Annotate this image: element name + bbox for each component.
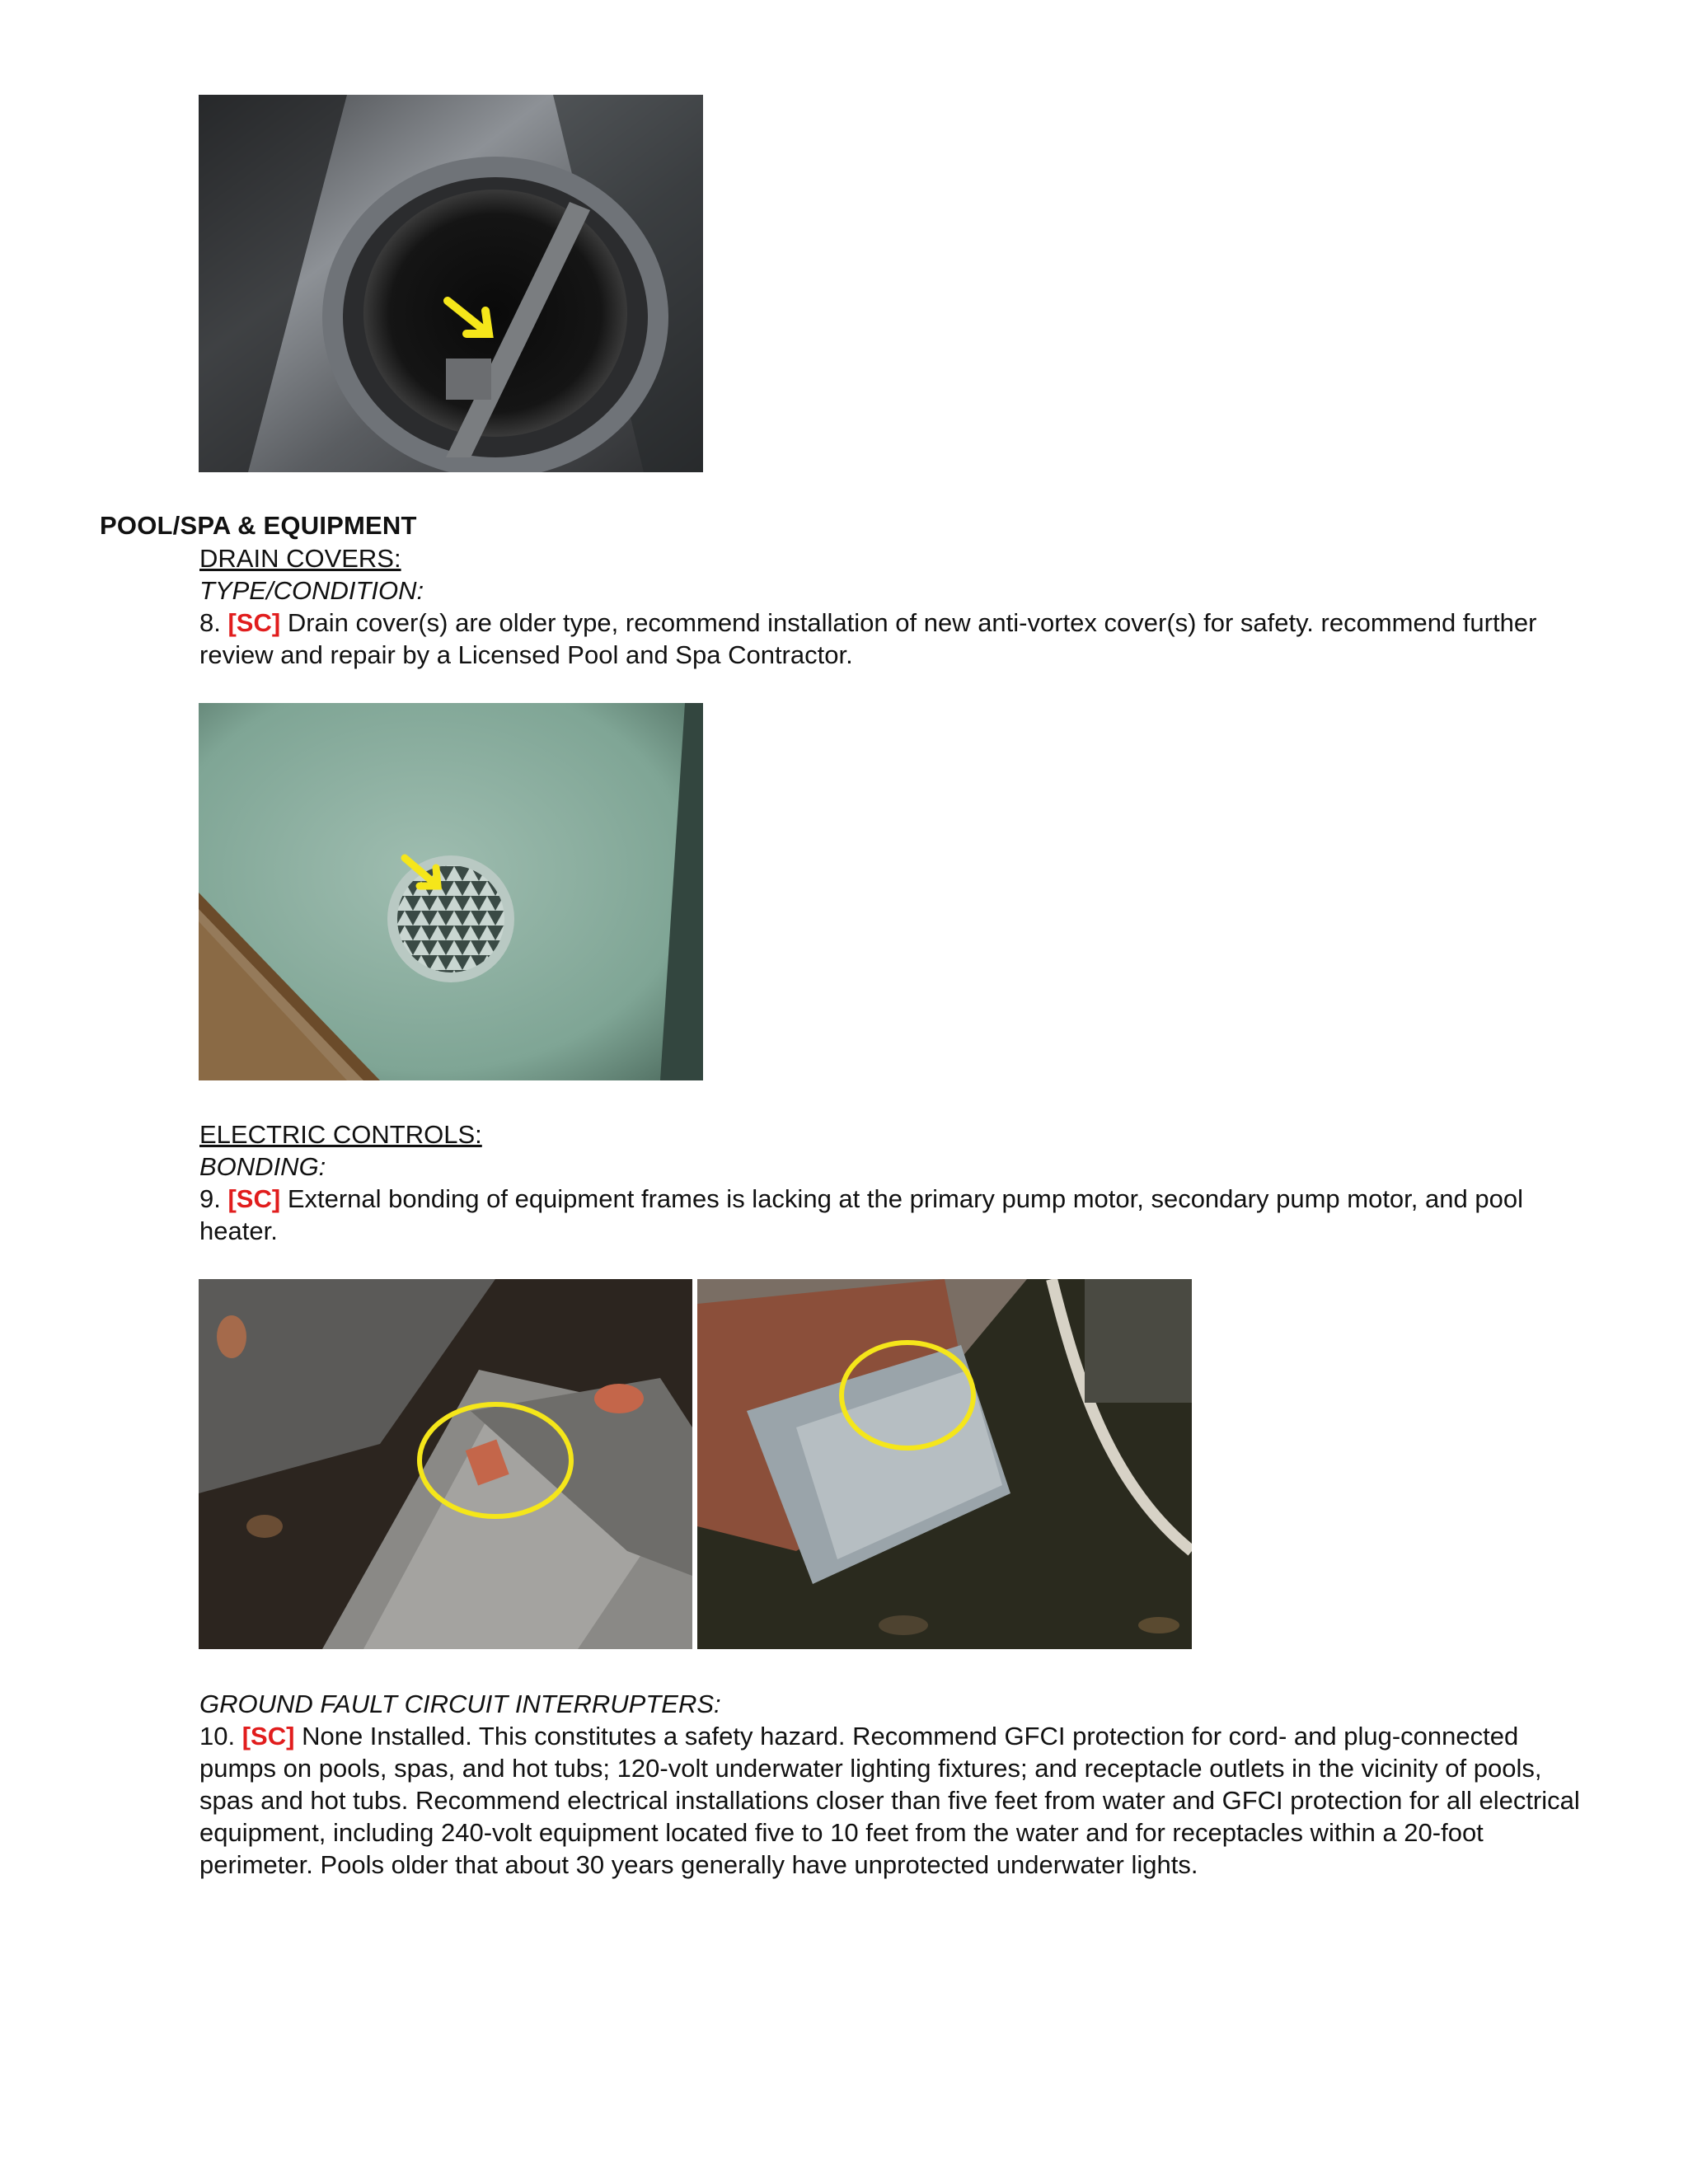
type-condition-subheading: TYPE/CONDITION:: [199, 576, 424, 605]
item-8-number: 8.: [199, 608, 221, 637]
section-title: POOL/SPA & EQUIPMENT: [100, 511, 417, 540]
gfci-block: [199, 1688, 1584, 1881]
drain-cover-photo: [199, 703, 703, 1080]
motor-photo: [697, 1279, 1192, 1649]
pipe-fitting-photo: [199, 95, 703, 472]
electric-controls-block: [199, 1118, 1584, 1247]
item-9: [199, 1183, 1584, 1247]
bonding-subheading: BONDING:: [199, 1152, 326, 1181]
item-8-text: Drain cover(s) are older type, recommend installation of new anti-vortex cover(s) for safety. recommend further review and repair by a Licensed Pool and Spa Contractor.: [199, 608, 1537, 669]
item-9-text: External bonding of equipment frames is lacking at the primary pump motor, secondary pump motor, and pool heater.: [199, 1184, 1523, 1245]
drain-covers-heading: DRAIN COVERS:: [199, 544, 401, 573]
item-9-tag: [SC]: [227, 1184, 281, 1213]
item-10: [199, 1720, 1584, 1881]
gfci-subheading: GROUND FAULT CIRCUIT INTERRUPTERS:: [199, 1690, 721, 1718]
item-9-number: 9.: [199, 1184, 221, 1213]
item-10-text: None Installed. This constitutes a safety hazard. Recommend GFCI protection for cord- and plug-connected pumps on pools, spas, and hot tubs; 120-volt underwater lighting fixtures; and receptacle outlets in the vicinity of pools, spas and hot tubs. Recommend electrical installations closer than five feet from water and GFCI protection for all electrical equipment, including 240-volt equipment located five to 10 feet from the water and for receptacles within a 20-foot perimeter. Pools older that about 30 years generally have unprotected underwater lights.: [199, 1722, 1580, 1879]
item-10-tag: [SC]: [241, 1722, 295, 1750]
drain-covers-block: [199, 542, 1584, 671]
item-8: [199, 607, 1584, 671]
item-8-tag: [SC]: [227, 608, 281, 637]
item-10-number: 10.: [199, 1722, 236, 1750]
electric-controls-heading: ELECTRIC CONTROLS:: [199, 1120, 482, 1149]
pump-frame-photo: [199, 1279, 692, 1649]
